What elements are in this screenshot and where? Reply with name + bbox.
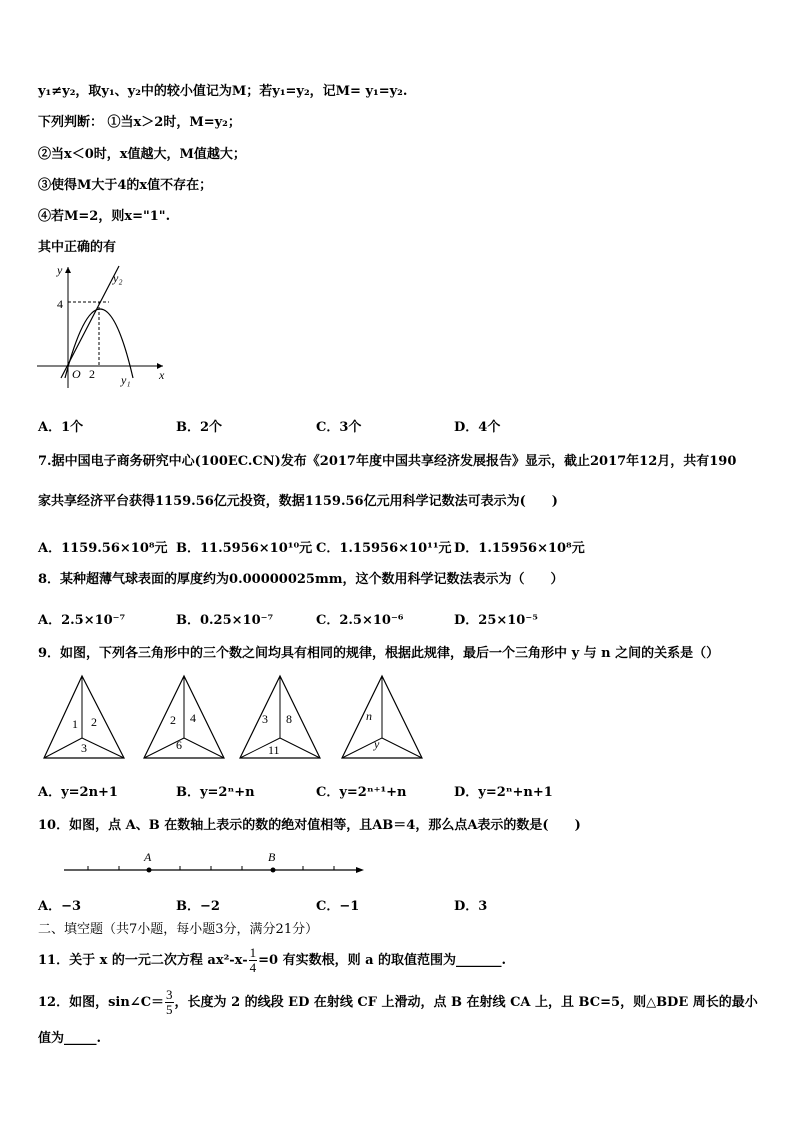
q12-line1	[38, 988, 758, 1017]
q7-line1: 7.据中国电子商务研究中心(100EC.CN)发布《2017年度中国共享经济发展报告》显示，截止2017年12月，共有190	[38, 454, 737, 469]
point-b	[271, 868, 276, 873]
q7-option-b[interactable]: B．11.5956×10¹⁰元	[176, 541, 313, 556]
q10-option-a[interactable]: A．−3	[38, 899, 82, 914]
q11-line	[38, 946, 506, 975]
q6-line1: y₁≠y₂，取y₁、y₂中的较小值记为M；若y₁=y₂，记M= y₁=y₂.	[38, 84, 408, 99]
q10-option-b[interactable]: B．−2	[176, 899, 220, 914]
q9-option-b[interactable]: B．y=2ⁿ+n	[176, 785, 255, 800]
q8-option-d[interactable]: D．25×10⁻⁵	[454, 613, 538, 628]
graph-y2-label: y₂	[113, 271, 123, 285]
q8-option-b[interactable]: B．0.25×10⁻⁷	[176, 613, 274, 628]
q8-line1: 8．某种超薄气球表面的厚度约为0.00000025mm，这个数用科学记数法表示为（ ）	[38, 572, 564, 587]
q10-option-c[interactable]: C．−1	[316, 899, 360, 914]
q10-number-line	[60, 848, 370, 882]
q8-option-c[interactable]: C．2.5×10⁻⁶	[316, 613, 404, 628]
triangle-3	[240, 676, 320, 758]
q7-option-a[interactable]: A．1159.56×10⁸元	[38, 541, 168, 556]
triangle-4-n: n	[366, 709, 372, 723]
triangle-4	[342, 676, 422, 758]
q12-denominator: 5	[166, 1002, 173, 1017]
q7-option-d[interactable]: D．1.15956×10⁸元	[454, 541, 585, 556]
triangle-3-left: 3	[262, 712, 268, 726]
triangle-2-left: 2	[170, 713, 176, 727]
q6-graph	[35, 262, 175, 392]
graph-tick-2: 2	[89, 367, 95, 381]
q11-fraction	[249, 946, 258, 975]
graph-y-label: y	[57, 263, 63, 277]
q11-denominator: 4	[249, 960, 257, 975]
point-a	[147, 868, 152, 873]
q11-pre: 11．关于 x 的一元二次方程 ax²-x-	[38, 953, 248, 968]
triangle-1-right: 2	[91, 715, 97, 729]
q8-option-a[interactable]: A．2.5×10⁻⁷	[38, 613, 126, 628]
q7-option-c[interactable]: C．1.15956×10¹¹元	[316, 541, 452, 556]
q6-option-a[interactable]: A．1个	[38, 420, 84, 435]
q11-numerator: 1	[249, 945, 257, 960]
q9-option-d[interactable]: D．y=2ⁿ+n+1	[454, 785, 553, 800]
q12-pre: 12．如图，sin∠C＝	[38, 995, 165, 1010]
line-y1	[61, 266, 119, 378]
q12-post: ，长度为 2 的线段 ED 在射线 CF 上滑动，点 B 在射线 CA 上，且 BC=5，则△BDE 周长的最小	[174, 995, 758, 1010]
graph-y1-label: y₁	[121, 373, 131, 387]
q9-triangles	[40, 672, 440, 772]
triangle-2-right: 4	[190, 711, 196, 725]
q11-post: =0 有实数根，则 a 的取值范围为_______.	[258, 953, 507, 968]
triangle-1-bottom: 3	[81, 741, 87, 755]
triangle-3-bottom: 11	[268, 743, 280, 757]
section2-heading: 二、填空题（共7小题，每小题3分，满分21分）	[38, 922, 319, 937]
point-a-label: A	[144, 850, 152, 864]
triangle-4-y: y	[374, 737, 380, 751]
triangle-2	[144, 676, 224, 758]
q6-judge-2: ②当x＜0时，x值越大，M值越大；	[38, 147, 246, 162]
q12-fraction	[165, 988, 174, 1017]
point-b-label: B	[268, 850, 276, 864]
q6-judge-3: ③使得M大于4的x值不存在；	[38, 178, 213, 193]
q6-option-d[interactable]: D．4个	[454, 420, 501, 435]
q6-ask: 其中正确的有	[38, 240, 117, 255]
q6-option-c[interactable]: C．3个	[316, 420, 362, 435]
q6-judge-line: 下列判断： ①当x＞2时，M=y₂；	[38, 115, 241, 130]
q9-line1: 9．如图，下列各三角形中的三个数之间均具有相同的规律，根据此规律，最后一个三角形中 y 与 n 之间的关系是（）	[38, 646, 720, 661]
q10-line1: 10．如图，点 A、B 在数轴上表示的数的绝对值相等，且AB＝4，那么点A表示的数是( )	[38, 818, 581, 833]
triangle-3-right: 8	[286, 712, 292, 726]
triangle-1-left: 1	[72, 717, 78, 731]
graph-tick-4: 4	[57, 297, 63, 311]
q12-numerator: 3	[166, 987, 173, 1002]
q6-judge-4: ④若M=2，则x="1".	[38, 209, 171, 224]
triangle-2-bottom: 6	[176, 738, 182, 752]
q10-option-d[interactable]: D．3	[454, 899, 488, 914]
q9-option-a[interactable]: A．y=2n+1	[38, 785, 118, 800]
q9-option-c[interactable]: C．y=2ⁿ⁺¹+n	[316, 785, 407, 800]
triangle-1	[44, 676, 124, 758]
graph-x-label: x	[159, 368, 165, 382]
q12-line2: 值为_____.	[38, 1031, 102, 1046]
graph-origin: O	[72, 367, 81, 381]
q7-line2: 家共享经济平台获得1159.56亿元投资，数据1159.56亿元用科学记数法可表示为( )	[38, 494, 558, 509]
q6-option-b[interactable]: B．2个	[176, 420, 223, 435]
